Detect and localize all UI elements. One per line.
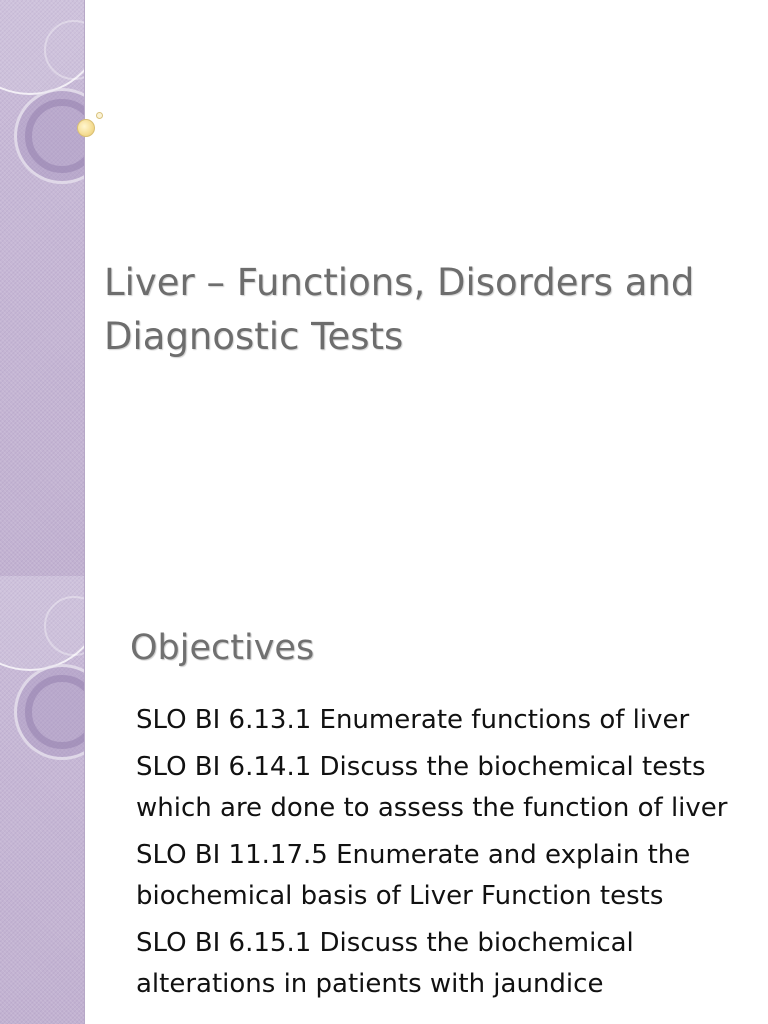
list-item: SLO BI 11.17.5 Enumerate and explain the biochemical basis of Liver Function tests bbox=[136, 840, 691, 911]
objectives-list bbox=[136, 700, 751, 1011]
slide-title: Liver – Functions, Disorders and Diagnostic Tests bbox=[104, 261, 695, 358]
decorative-dot-icon bbox=[77, 119, 95, 137]
objectives-slide bbox=[0, 576, 768, 1024]
slide-heading: Objectives bbox=[130, 628, 315, 668]
decorative-dot-icon bbox=[96, 112, 103, 119]
decorative-side-strip bbox=[0, 0, 85, 576]
list-item: SLO BI 6.14.1 Discuss the biochemical tests which are done to assess the function of liver bbox=[136, 752, 728, 823]
list-item: SLO BI 6.15.1 Discuss the biochemical alterations in patients with jaundice bbox=[136, 928, 634, 999]
decorative-side-strip bbox=[0, 576, 85, 1024]
list-item: SLO BI 6.13.1 Enumerate functions of liver bbox=[136, 705, 690, 735]
